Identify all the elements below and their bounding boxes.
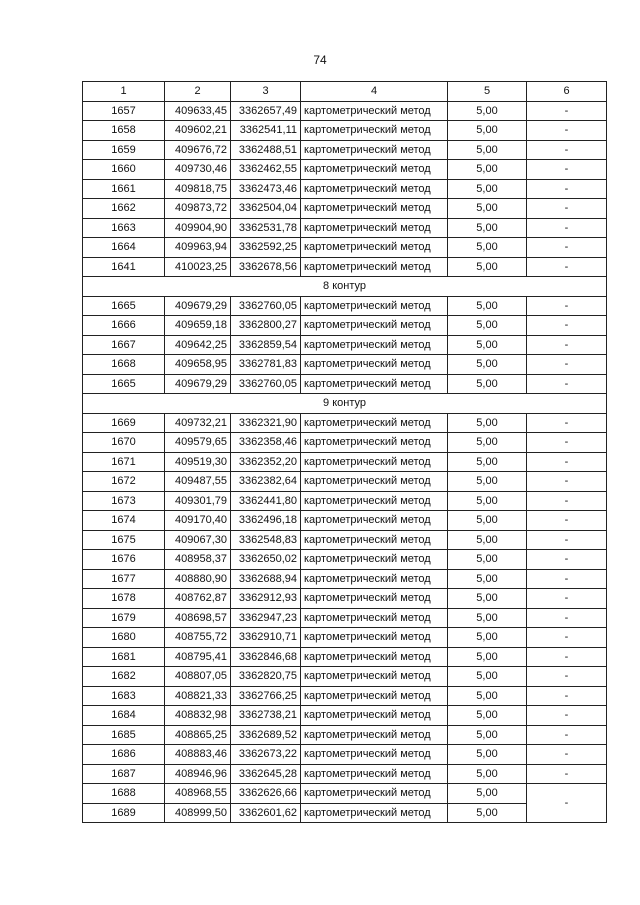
cell-point-number: 1677 <box>83 569 165 589</box>
cell-method: картометрический метод <box>301 296 448 316</box>
table-row <box>83 452 607 472</box>
table-row <box>83 725 607 745</box>
cell-y-coordinate: 3362947,23 <box>231 608 301 628</box>
cell-accuracy: 5,00 <box>448 745 527 765</box>
table-row <box>83 238 607 258</box>
table-row <box>83 511 607 531</box>
cell-y-coordinate: 3362321,90 <box>231 413 301 433</box>
table-row <box>83 160 607 180</box>
table-row <box>83 589 607 609</box>
cell-accuracy: 5,00 <box>448 784 527 804</box>
cell-x-coordinate: 409873,72 <box>165 199 231 219</box>
cell-accuracy: 5,00 <box>448 569 527 589</box>
cell-point-number: 1673 <box>83 491 165 511</box>
coordinates-table <box>82 81 607 823</box>
section-row <box>83 277 607 297</box>
table-row <box>83 433 607 453</box>
cell-x-coordinate: 409659,18 <box>165 316 231 336</box>
cell-y-coordinate: 3362678,56 <box>231 257 301 277</box>
column-header-3: 3 <box>231 82 301 102</box>
cell-accuracy: 5,00 <box>448 179 527 199</box>
cell-point-number: 1668 <box>83 355 165 375</box>
cell-method: картометрический метод <box>301 784 448 804</box>
cell-y-coordinate: 3362846,68 <box>231 647 301 667</box>
table-row <box>83 628 607 648</box>
cell-note: - <box>527 257 607 277</box>
table-row <box>83 296 607 316</box>
cell-point-number: 1641 <box>83 257 165 277</box>
cell-x-coordinate: 408832,98 <box>165 706 231 726</box>
cell-accuracy: 5,00 <box>448 355 527 375</box>
table-row <box>83 530 607 550</box>
cell-x-coordinate: 408755,72 <box>165 628 231 648</box>
cell-x-coordinate: 408883,46 <box>165 745 231 765</box>
table-row <box>83 784 607 804</box>
cell-note: - <box>527 725 607 745</box>
cell-method: картометрический метод <box>301 550 448 570</box>
cell-note: - <box>527 472 607 492</box>
cell-y-coordinate: 3362738,21 <box>231 706 301 726</box>
cell-method: картометрический метод <box>301 491 448 511</box>
cell-x-coordinate: 409818,75 <box>165 179 231 199</box>
cell-method: картометрический метод <box>301 589 448 609</box>
cell-note: - <box>527 608 607 628</box>
cell-accuracy: 5,00 <box>448 160 527 180</box>
cell-point-number: 1688 <box>83 784 165 804</box>
page-number: 74 <box>313 53 327 67</box>
cell-y-coordinate: 3362541,11 <box>231 121 301 141</box>
cell-method: картометрический метод <box>301 160 448 180</box>
cell-method: картометрический метод <box>301 199 448 219</box>
cell-note: - <box>527 140 607 160</box>
cell-x-coordinate: 408821,33 <box>165 686 231 706</box>
cell-note: - <box>527 628 607 648</box>
cell-method: картометрический метод <box>301 238 448 258</box>
cell-accuracy: 5,00 <box>448 608 527 628</box>
table-body <box>83 82 607 823</box>
cell-method: картометрический метод <box>301 511 448 531</box>
cell-accuracy: 5,00 <box>448 374 527 394</box>
table-row <box>83 316 607 336</box>
table-row <box>83 745 607 765</box>
column-header-1: 1 <box>83 82 165 102</box>
table-row <box>83 764 607 784</box>
cell-point-number: 1663 <box>83 218 165 238</box>
cell-note: - <box>527 413 607 433</box>
cell-note: - <box>527 296 607 316</box>
column-header-5: 5 <box>448 82 527 102</box>
cell-accuracy: 5,00 <box>448 686 527 706</box>
cell-x-coordinate: 409170,40 <box>165 511 231 531</box>
cell-point-number: 1675 <box>83 530 165 550</box>
cell-y-coordinate: 3362800,27 <box>231 316 301 336</box>
cell-y-coordinate: 3362592,25 <box>231 238 301 258</box>
cell-method: картометрический метод <box>301 257 448 277</box>
cell-point-number: 1666 <box>83 316 165 336</box>
cell-point-number: 1658 <box>83 121 165 141</box>
cell-x-coordinate: 408958,37 <box>165 550 231 570</box>
cell-y-coordinate: 3362760,05 <box>231 374 301 394</box>
cell-y-coordinate: 3362859,54 <box>231 335 301 355</box>
cell-point-number: 1684 <box>83 706 165 726</box>
cell-accuracy: 5,00 <box>448 101 527 121</box>
cell-method: картометрический метод <box>301 121 448 141</box>
cell-accuracy: 5,00 <box>448 628 527 648</box>
cell-accuracy: 5,00 <box>448 199 527 219</box>
cell-x-coordinate: 409642,25 <box>165 335 231 355</box>
cell-note: - <box>527 589 607 609</box>
cell-y-coordinate: 3362912,93 <box>231 589 301 609</box>
cell-method: картометрический метод <box>301 452 448 472</box>
cell-accuracy: 5,00 <box>448 472 527 492</box>
cell-y-coordinate: 3362910,71 <box>231 628 301 648</box>
table-row <box>83 335 607 355</box>
cell-x-coordinate: 408999,50 <box>165 803 231 823</box>
table-row <box>83 179 607 199</box>
cell-x-coordinate: 409602,21 <box>165 121 231 141</box>
cell-method: картометрический метод <box>301 764 448 784</box>
cell-method: картометрический метод <box>301 647 448 667</box>
cell-accuracy: 5,00 <box>448 433 527 453</box>
cell-method: картометрический метод <box>301 355 448 375</box>
cell-point-number: 1686 <box>83 745 165 765</box>
cell-accuracy: 5,00 <box>448 257 527 277</box>
cell-point-number: 1685 <box>83 725 165 745</box>
cell-note: - <box>527 179 607 199</box>
cell-y-coordinate: 3362657,49 <box>231 101 301 121</box>
cell-y-coordinate: 3362626,66 <box>231 784 301 804</box>
cell-x-coordinate: 409732,21 <box>165 413 231 433</box>
cell-accuracy: 5,00 <box>448 667 527 687</box>
column-header-2: 2 <box>165 82 231 102</box>
cell-y-coordinate: 3362473,46 <box>231 179 301 199</box>
table-row <box>83 121 607 141</box>
cell-x-coordinate: 409658,95 <box>165 355 231 375</box>
cell-point-number: 1664 <box>83 238 165 258</box>
cell-point-number: 1667 <box>83 335 165 355</box>
cell-y-coordinate: 3362766,25 <box>231 686 301 706</box>
cell-method: картометрический метод <box>301 472 448 492</box>
table-row <box>83 140 607 160</box>
cell-y-coordinate: 3362531,78 <box>231 218 301 238</box>
table-row <box>83 374 607 394</box>
cell-point-number: 1678 <box>83 589 165 609</box>
cell-point-number: 1674 <box>83 511 165 531</box>
cell-note: - <box>527 335 607 355</box>
cell-y-coordinate: 3362352,20 <box>231 452 301 472</box>
column-header-4: 4 <box>301 82 448 102</box>
cell-x-coordinate: 409963,94 <box>165 238 231 258</box>
cell-point-number: 1665 <box>83 296 165 316</box>
cell-x-coordinate: 409679,29 <box>165 374 231 394</box>
cell-point-number: 1660 <box>83 160 165 180</box>
cell-accuracy: 5,00 <box>448 530 527 550</box>
cell-y-coordinate: 3362601,62 <box>231 803 301 823</box>
cell-accuracy: 5,00 <box>448 121 527 141</box>
cell-point-number: 1687 <box>83 764 165 784</box>
table-row <box>83 686 607 706</box>
cell-y-coordinate: 3362645,28 <box>231 764 301 784</box>
cell-y-coordinate: 3362689,52 <box>231 725 301 745</box>
cell-x-coordinate: 408807,05 <box>165 667 231 687</box>
cell-method: картометрический метод <box>301 803 448 823</box>
cell-note: - <box>527 745 607 765</box>
cell-method: картометрический метод <box>301 608 448 628</box>
table-row <box>83 667 607 687</box>
cell-point-number: 1672 <box>83 472 165 492</box>
cell-note: - <box>527 218 607 238</box>
cell-x-coordinate: 409067,30 <box>165 530 231 550</box>
cell-note: - <box>527 764 607 784</box>
cell-x-coordinate: 409730,46 <box>165 160 231 180</box>
cell-method: картометрический метод <box>301 433 448 453</box>
table-row <box>83 491 607 511</box>
table-row <box>83 608 607 628</box>
cell-note: - <box>527 667 607 687</box>
cell-method: картометрический метод <box>301 725 448 745</box>
cell-y-coordinate: 3362358,46 <box>231 433 301 453</box>
section-row <box>83 394 607 414</box>
cell-point-number: 1662 <box>83 199 165 219</box>
cell-point-number: 1682 <box>83 667 165 687</box>
cell-note: - <box>527 101 607 121</box>
cell-method: картометрический метод <box>301 667 448 687</box>
cell-y-coordinate: 3362462,55 <box>231 160 301 180</box>
cell-accuracy: 5,00 <box>448 238 527 258</box>
cell-accuracy: 5,00 <box>448 452 527 472</box>
cell-method: картометрический метод <box>301 628 448 648</box>
cell-y-coordinate: 3362441,80 <box>231 491 301 511</box>
cell-y-coordinate: 3362673,22 <box>231 745 301 765</box>
cell-accuracy: 5,00 <box>448 589 527 609</box>
cell-x-coordinate: 408698,57 <box>165 608 231 628</box>
cell-note: - <box>527 569 607 589</box>
cell-x-coordinate: 408762,87 <box>165 589 231 609</box>
cell-method: картометрический метод <box>301 218 448 238</box>
cell-accuracy: 5,00 <box>448 764 527 784</box>
cell-point-number: 1659 <box>83 140 165 160</box>
cell-method: картометрический метод <box>301 745 448 765</box>
cell-x-coordinate: 408865,25 <box>165 725 231 745</box>
cell-note: - <box>527 316 607 336</box>
cell-method: картометрический метод <box>301 686 448 706</box>
table-row <box>83 199 607 219</box>
cell-method: картометрический метод <box>301 316 448 336</box>
cell-point-number: 1665 <box>83 374 165 394</box>
cell-method: картометрический метод <box>301 335 448 355</box>
cell-x-coordinate: 409301,79 <box>165 491 231 511</box>
cell-point-number: 1689 <box>83 803 165 823</box>
cell-y-coordinate: 3362781,83 <box>231 355 301 375</box>
cell-x-coordinate: 410023,25 <box>165 257 231 277</box>
cell-accuracy: 5,00 <box>448 647 527 667</box>
cell-x-coordinate: 408795,41 <box>165 647 231 667</box>
cell-y-coordinate: 3362760,05 <box>231 296 301 316</box>
cell-note: - <box>527 238 607 258</box>
table-row <box>83 706 607 726</box>
cell-x-coordinate: 408880,90 <box>165 569 231 589</box>
cell-note: - <box>527 491 607 511</box>
cell-method: картометрический метод <box>301 530 448 550</box>
table-row <box>83 257 607 277</box>
cell-y-coordinate: 3362820,75 <box>231 667 301 687</box>
table-row <box>83 472 607 492</box>
cell-accuracy: 5,00 <box>448 140 527 160</box>
cell-x-coordinate: 409676,72 <box>165 140 231 160</box>
cell-note: - <box>527 452 607 472</box>
table-row <box>83 218 607 238</box>
cell-point-number: 1669 <box>83 413 165 433</box>
cell-note: - <box>527 686 607 706</box>
cell-method: картометрический метод <box>301 140 448 160</box>
table-row <box>83 413 607 433</box>
cell-x-coordinate: 408946,96 <box>165 764 231 784</box>
cell-accuracy: 5,00 <box>448 803 527 823</box>
cell-accuracy: 5,00 <box>448 413 527 433</box>
cell-x-coordinate: 409633,45 <box>165 101 231 121</box>
cell-accuracy: 5,00 <box>448 296 527 316</box>
cell-note: - <box>527 199 607 219</box>
cell-x-coordinate: 409579,65 <box>165 433 231 453</box>
table-header-row <box>83 82 607 102</box>
table-row <box>83 101 607 121</box>
table-row <box>83 355 607 375</box>
cell-accuracy: 5,00 <box>448 550 527 570</box>
table-row <box>83 569 607 589</box>
cell-note: - <box>527 433 607 453</box>
cell-accuracy: 5,00 <box>448 706 527 726</box>
cell-note: - <box>527 121 607 141</box>
cell-y-coordinate: 3362382,64 <box>231 472 301 492</box>
cell-point-number: 1683 <box>83 686 165 706</box>
cell-note: - <box>527 706 607 726</box>
cell-note: - <box>527 511 607 531</box>
table-row <box>83 647 607 667</box>
column-header-6: 6 <box>527 82 607 102</box>
cell-method: картометрический метод <box>301 569 448 589</box>
section-title: 9 контур <box>83 394 607 414</box>
cell-point-number: 1670 <box>83 433 165 453</box>
cell-x-coordinate: 409487,55 <box>165 472 231 492</box>
cell-x-coordinate: 409519,30 <box>165 452 231 472</box>
cell-note: - <box>527 160 607 180</box>
cell-method: картометрический метод <box>301 374 448 394</box>
cell-y-coordinate: 3362504,04 <box>231 199 301 219</box>
cell-y-coordinate: 3362496,18 <box>231 511 301 531</box>
cell-method: картометрический метод <box>301 179 448 199</box>
cell-x-coordinate: 408968,55 <box>165 784 231 804</box>
cell-accuracy: 5,00 <box>448 725 527 745</box>
cell-y-coordinate: 3362650,02 <box>231 550 301 570</box>
cell-point-number: 1680 <box>83 628 165 648</box>
cell-y-coordinate: 3362548,83 <box>231 530 301 550</box>
cell-y-coordinate: 3362688,94 <box>231 569 301 589</box>
cell-note: - <box>527 550 607 570</box>
cell-method: картометрический метод <box>301 413 448 433</box>
cell-x-coordinate: 409904,90 <box>165 218 231 238</box>
cell-method: картометрический метод <box>301 706 448 726</box>
cell-point-number: 1657 <box>83 101 165 121</box>
cell-accuracy: 5,00 <box>448 316 527 336</box>
cell-x-coordinate: 409679,29 <box>165 296 231 316</box>
cell-note: - <box>527 784 607 823</box>
cell-note: - <box>527 530 607 550</box>
cell-accuracy: 5,00 <box>448 335 527 355</box>
cell-note: - <box>527 647 607 667</box>
cell-method: картометрический метод <box>301 101 448 121</box>
cell-point-number: 1671 <box>83 452 165 472</box>
section-title: 8 контур <box>83 277 607 297</box>
table-row <box>83 550 607 570</box>
cell-point-number: 1661 <box>83 179 165 199</box>
cell-note: - <box>527 374 607 394</box>
cell-note: - <box>527 355 607 375</box>
cell-point-number: 1679 <box>83 608 165 628</box>
cell-accuracy: 5,00 <box>448 511 527 531</box>
cell-accuracy: 5,00 <box>448 218 527 238</box>
cell-accuracy: 5,00 <box>448 491 527 511</box>
cell-point-number: 1681 <box>83 647 165 667</box>
cell-point-number: 1676 <box>83 550 165 570</box>
cell-y-coordinate: 3362488,51 <box>231 140 301 160</box>
